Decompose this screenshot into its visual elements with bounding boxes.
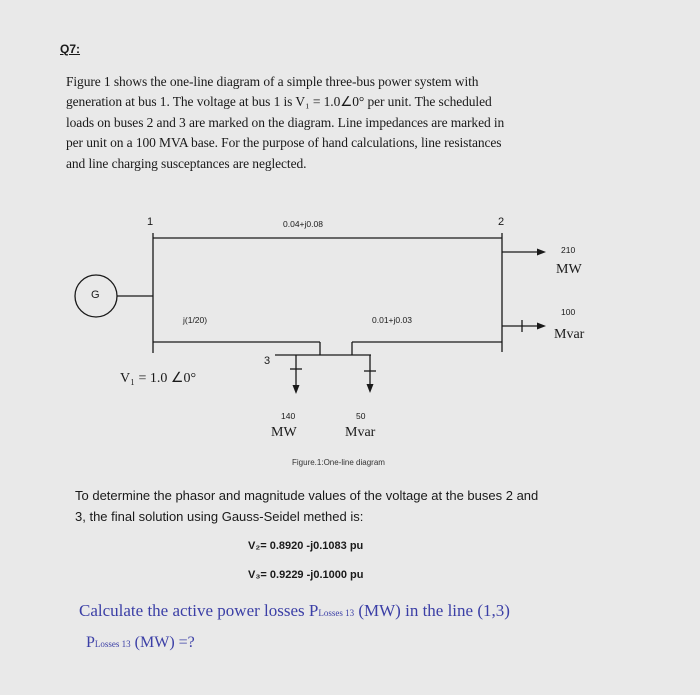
bus3-p-unit: MW xyxy=(271,425,297,440)
paragraph-line-2: generation at bus 1. The voltage at bus 1 is V₁ = 1.0∠0° per unit. The scheduled xyxy=(66,94,492,110)
bus-3-label: 3 xyxy=(264,355,271,367)
v3-result: V₃= 0.9229 -j0.1000 pu xyxy=(248,569,364,581)
generator-label: G xyxy=(91,289,100,301)
bus2-p-value: 210 xyxy=(561,245,576,255)
question-line-2-suffix: (MW) =? xyxy=(130,634,195,651)
question-label: Q7: xyxy=(60,42,81,56)
paragraph-line-3: loads on buses 2 and 3 are marked on the diagram. Line impedances are marked in xyxy=(66,114,505,130)
paragraph-line-1: Figure 1 shows the one-line diagram of a simple three-bus power system with xyxy=(66,74,479,89)
bus3-q-value: 50 xyxy=(356,411,366,421)
line-1-3-impedance: j(1/20) xyxy=(183,315,208,325)
paragraph-line-4: per unit on a 100 MVA base. For the purpose of hand calculations, line resistances xyxy=(66,135,502,151)
question-line-2 xyxy=(86,634,195,652)
question-line-1-suffix: (MW) in the line (1,3) xyxy=(354,601,510,620)
question-line-1-subscript: Losses 13 xyxy=(318,608,355,618)
figure-caption: Figure.1:One-line diagram xyxy=(292,458,385,467)
bus2-q-unit: Mvar xyxy=(554,327,585,342)
bus-2-label: 2 xyxy=(498,216,505,228)
v1-label: V₁ = 1.0 ∠0° xyxy=(120,371,197,386)
bus2-p-unit: MW xyxy=(556,262,582,277)
task-line-2: 3, the final solution using Gauss-Seidel methed is: xyxy=(75,509,364,524)
task-text xyxy=(75,485,538,527)
bus3-p-value: 140 xyxy=(281,411,296,421)
bus2-q-value: 100 xyxy=(561,307,576,317)
question-line-2-prefix: P xyxy=(86,634,95,651)
question-line-1 xyxy=(79,601,510,621)
question-line-1-prefix: Calculate the active power losses P xyxy=(79,601,319,620)
v2-result: V₂= 0.8920 -j0.1083 pu xyxy=(248,540,364,552)
line-1-2-impedance: 0.04+j0.08 xyxy=(283,219,323,229)
bus3-q-unit: Mvar xyxy=(345,425,376,440)
paragraph-line-5: and line charging susceptances are neglected. xyxy=(66,155,307,171)
question-line-2-subscript: Losses 13 xyxy=(94,639,131,649)
line-2-3-impedance: 0.01+j0.03 xyxy=(372,315,412,325)
bus-1-label: 1 xyxy=(147,216,154,228)
task-line-1: To determine the phasor and magnitude values of the voltage at the buses 2 and xyxy=(75,488,539,503)
